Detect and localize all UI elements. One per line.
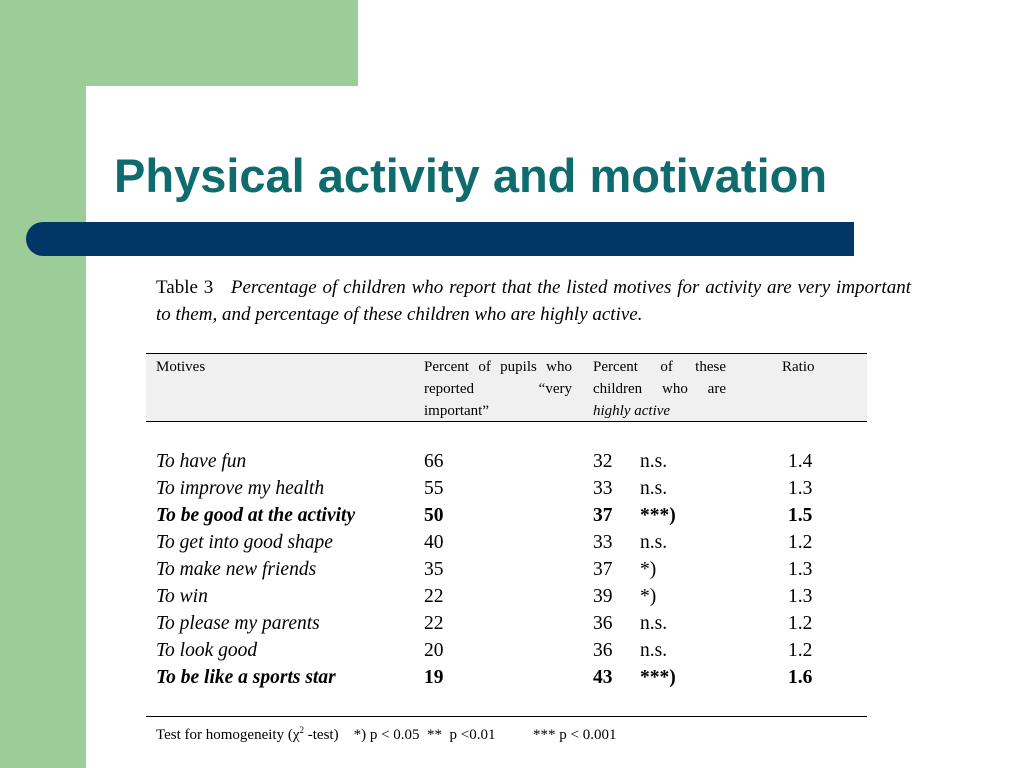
significance-cell: *) [640,559,657,580]
ratio-cell: 1.4 [788,451,813,472]
motive-cell: To be good at the activity [156,505,356,526]
percent-pupils-cell: 19 [424,667,444,688]
table-row [0,637,1024,664]
percent-pupils-cell: 35 [424,559,444,580]
percent-pupils-cell: 66 [424,451,444,472]
significance-cell: ***) [640,505,676,526]
header-percent-pupils: Percent of pupils who reported “very important” [424,359,572,419]
footnote-suffix: -test) *) p < 0.05 ** p <0.01 *** p < 0.001 [304,727,617,743]
footnote-prefix: Test for homogeneity (χ [156,727,300,743]
motive-cell: To please my parents [156,613,320,634]
percent-pupils-cell: 22 [424,586,444,607]
title-underline-bar [26,222,854,256]
table-row [0,556,1024,583]
ratio-cell: 1.2 [788,613,813,634]
percent-children-cell: 39 [593,586,613,607]
slide-title: Physical activity and motivation [114,149,828,202]
header-motives: Motives [156,359,206,375]
table-row [0,502,1024,529]
table-caption-label: Table 3 [156,277,214,298]
percent-pupils-cell: 55 [424,478,444,499]
ratio-cell: 1.3 [788,559,813,580]
header-percent-children-text: Percent of these children who are [593,359,726,397]
header-highly-active: highly active [593,403,671,419]
percent-pupils-cell: 20 [424,640,444,661]
significance-cell: n.s. [640,451,668,472]
header-percent-children [593,356,726,422]
footnote-superscript: 2 [299,725,304,735]
percent-pupils-cell: 40 [424,532,444,553]
percent-children-cell: 32 [593,451,613,472]
percent-children-cell: 37 [593,505,613,526]
background-decoration-top [0,0,358,86]
percent-pupils-cell: 22 [424,613,444,634]
percent-children-cell: 33 [593,478,613,499]
ratio-cell: 1.6 [788,667,813,688]
percent-children-cell: 33 [593,532,613,553]
motive-cell: To have fun [156,451,247,472]
significance-cell: n.s. [640,613,668,634]
ratio-cell: 1.2 [788,532,813,553]
ratio-cell: 1.3 [788,586,813,607]
motive-cell: To be like a sports star [156,667,336,688]
header-ratio: Ratio [782,359,815,375]
percent-children-cell: 36 [593,613,613,634]
ratio-cell: 1.5 [788,505,813,526]
percent-children-cell: 36 [593,640,613,661]
table-row [0,475,1024,502]
table-row [0,583,1024,610]
ratio-cell: 1.2 [788,640,813,661]
table-row [0,448,1024,475]
percent-children-cell: 37 [593,559,613,580]
table-caption [156,274,911,328]
motive-cell: To win [156,586,208,607]
significance-cell: *) [640,586,657,607]
table-footnote [156,719,616,746]
motive-cell: To look good [156,640,258,661]
percent-pupils-cell: 50 [424,505,444,526]
percent-children-cell: 43 [593,667,613,688]
motive-cell: To improve my health [156,478,325,499]
motive-cell: To make new friends [156,559,317,580]
table-caption-text: Percentage of children who report that the listed motives for activity are very important to them, and percentage of these children who are highly active. [156,277,911,325]
table-row [0,664,1024,691]
table-bottom-rule [146,716,867,717]
motive-cell: To get into good shape [156,532,333,553]
table-top-rule [146,353,867,354]
significance-cell: n.s. [640,640,668,661]
significance-cell: ***) [640,667,676,688]
significance-cell: n.s. [640,478,668,499]
table-row [0,610,1024,637]
table-row [0,529,1024,556]
ratio-cell: 1.3 [788,478,813,499]
significance-cell: n.s. [640,532,668,553]
